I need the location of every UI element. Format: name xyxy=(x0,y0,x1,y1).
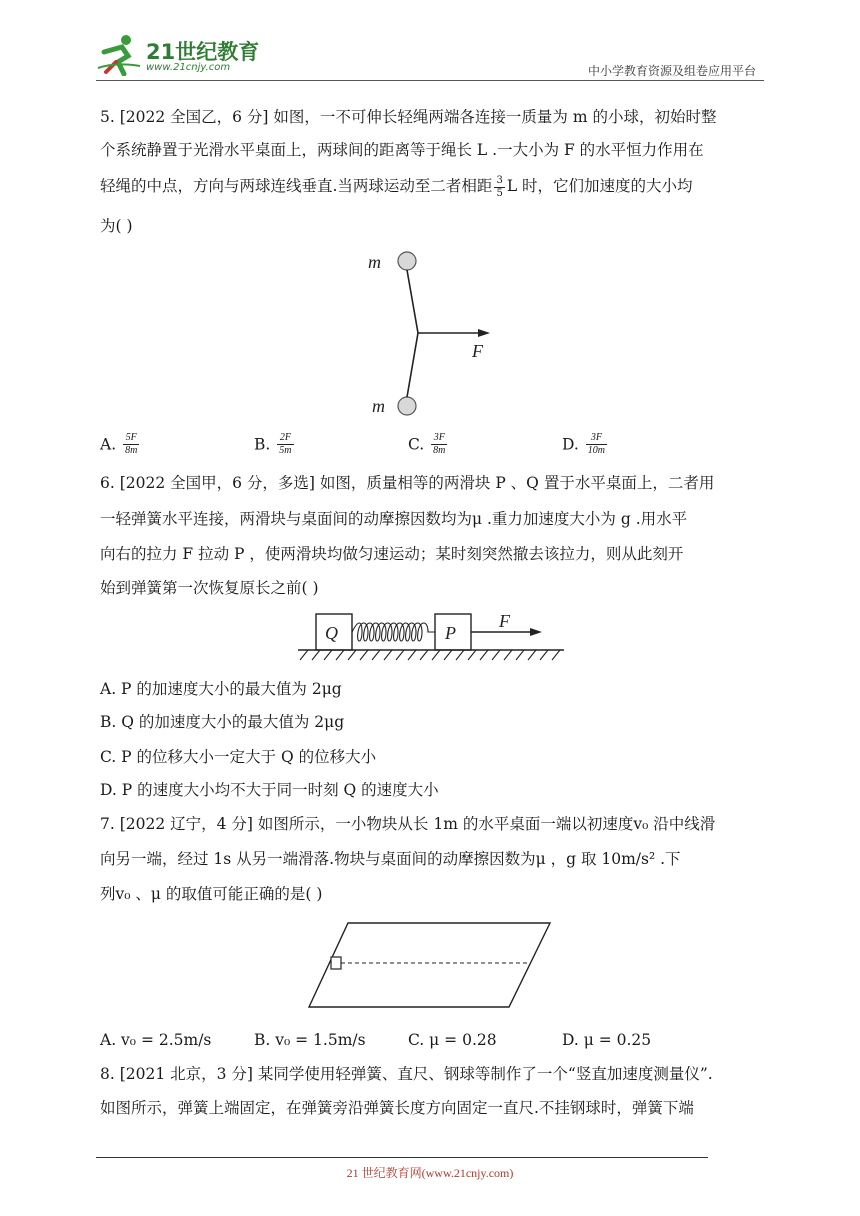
q6-option-a[interactable]: A. P 的加速度大小的最大值为 2μg xyxy=(100,680,342,698)
q5-option-b-letter: B. xyxy=(254,435,271,454)
q5-option-c-letter: C. xyxy=(408,435,425,454)
q6-line2: 一轻弹簧水平连接，两滑块与桌面间的动摩擦因数均为μ .重力加速度大小为 g .用水平 xyxy=(100,510,688,528)
q7-option-a[interactable]: A. v₀ = 2.5m/s xyxy=(100,1031,212,1049)
q7-option-d[interactable]: D. μ = 0.25 xyxy=(562,1031,652,1049)
q7-line1: 7. [2022 辽宁，4 分] 如图所示，一小物块从长 1m 的水平桌面一端以初速度v₀ 沿中线滑 xyxy=(100,815,716,833)
q6-line1: 6. [2022 全国甲，6 分，多选] 如图，质量相等的两滑块 P 、Q 置于水平桌面上，二者用 xyxy=(100,474,715,492)
q7-option-c[interactable]: C. μ = 0.28 xyxy=(408,1031,497,1049)
q5-option-c-num: 3F xyxy=(431,432,447,445)
q6-label-P: P xyxy=(445,623,456,643)
q5-option-a-den: 8m xyxy=(125,445,138,456)
q6-option-d[interactable]: D. P 的速度大小均不大于同一时刻 Q 的速度大小 xyxy=(100,781,439,799)
q5-line3-a: 轻绳的中点，方向与两球连线垂直.当两球运动至二者相距 xyxy=(100,177,493,195)
q5-option-d-letter: D. xyxy=(562,435,579,454)
q5-rope-lower xyxy=(407,333,418,397)
q7-line3: 列v₀ 、μ 的取值可能正确的是( ) xyxy=(100,885,323,903)
q5-rope-upper xyxy=(407,270,418,333)
runner-logo-icon xyxy=(96,32,142,76)
q5-fraction xyxy=(494,175,504,200)
q5-option-c-den: 8m xyxy=(433,445,446,456)
header-rule xyxy=(96,80,764,81)
q5-line1: 5. [2022 全国乙，6 分] 如图，一不可伸长轻绳两端各连接一质量为 m 的小球，初始时整 xyxy=(100,108,717,126)
q5-option-c-frac xyxy=(431,432,447,457)
q6-label-F: F xyxy=(499,611,510,631)
q5-ball-bottom xyxy=(398,397,416,415)
q7-table-top xyxy=(309,923,550,1007)
logo xyxy=(96,32,266,80)
q6-option-b[interactable]: B. Q 的加速度大小的最大值为 2μg xyxy=(100,713,345,731)
q7-options xyxy=(100,1024,764,1057)
q5-ball-top xyxy=(398,252,416,270)
q5-option-b[interactable] xyxy=(254,432,296,457)
q5-figure xyxy=(360,247,520,422)
q7-line2: 向另一端，经过 1s 从另一端滑落.物块与桌面间的动摩擦因数为μ ，g 取 10m/s² .下 xyxy=(100,850,681,868)
q5-option-d-num: 3F xyxy=(586,432,607,445)
q5-option-b-den: 5m xyxy=(279,445,292,456)
q5-line3 xyxy=(100,170,764,203)
footer-rule xyxy=(96,1157,708,1158)
logo-title: 21世纪教育 xyxy=(146,40,260,64)
q5-option-a-letter: A. xyxy=(100,435,117,454)
q5-option-d-den: 10m xyxy=(587,445,605,456)
q7-small-block xyxy=(331,957,341,969)
q6-arrowhead-icon xyxy=(530,628,542,636)
q5-line2: 个系统静置于光滑水平桌面上，两球间的距离等于绳长 L .一大小为 F 的水平恒力作用在 xyxy=(100,141,704,159)
q6-figure xyxy=(296,610,566,662)
q5-option-b-frac xyxy=(277,432,293,457)
q6-option-c[interactable]: C. P 的位移大小一定大于 Q 的位移大小 xyxy=(100,748,377,766)
q5-option-d[interactable] xyxy=(562,432,609,457)
q5-options xyxy=(100,432,700,466)
q6-line3: 向右的拉力 F 拉动 P ，使两滑块均做匀速运动；某时刻突然撤去该拉力，则从此刻开 xyxy=(100,545,684,563)
q6-label-Q: Q xyxy=(325,623,338,643)
q8-line2: 如图所示，弹簧上端固定，在弹簧旁沿弹簧长度方向固定一直尺.不挂钢球时，弹簧下端 xyxy=(100,1099,694,1117)
q5-frac-num: 3 xyxy=(496,174,503,186)
q5-option-a[interactable] xyxy=(100,432,141,457)
q7-option-b[interactable]: B. v₀ = 1.5m/s xyxy=(254,1031,366,1049)
q5-option-b-num: 2F xyxy=(277,432,293,445)
q5-line3-b: L 时，它们加速度的大小均 xyxy=(506,177,693,195)
q5-label-F: F xyxy=(472,341,483,361)
q6-line4: 始到弹簧第一次恢复原长之前( ) xyxy=(100,579,319,597)
q6-spring-icon xyxy=(352,623,435,641)
q5-arrowhead-icon xyxy=(478,329,490,337)
q5-frac-den: 5 xyxy=(496,187,503,199)
q5-option-a-frac xyxy=(123,432,139,457)
q6-ground-hatch xyxy=(300,650,560,660)
q5-label-m-bottom: m xyxy=(372,396,385,416)
logo-url: www.21cnjy.com xyxy=(146,62,231,73)
header-platform-text: 中小学教育资源及组卷应用平台 xyxy=(587,64,756,78)
q7-figure xyxy=(306,920,556,1010)
q5-label-m-top: m xyxy=(368,252,381,272)
q8-line1: 8. [2021 北京，3 分] 某同学使用轻弹簧、直尺、钢球等制作了一个“竖直加速度测量仪”. xyxy=(100,1065,713,1083)
q5-line4: 为( ) xyxy=(100,217,133,235)
q5-option-d-frac xyxy=(586,432,607,457)
q5-option-c[interactable] xyxy=(408,432,449,457)
q5-option-a-num: 5F xyxy=(123,432,139,445)
footer-text[interactable]: 21 世纪教育网(www.21cnjy.com) xyxy=(346,1166,514,1180)
